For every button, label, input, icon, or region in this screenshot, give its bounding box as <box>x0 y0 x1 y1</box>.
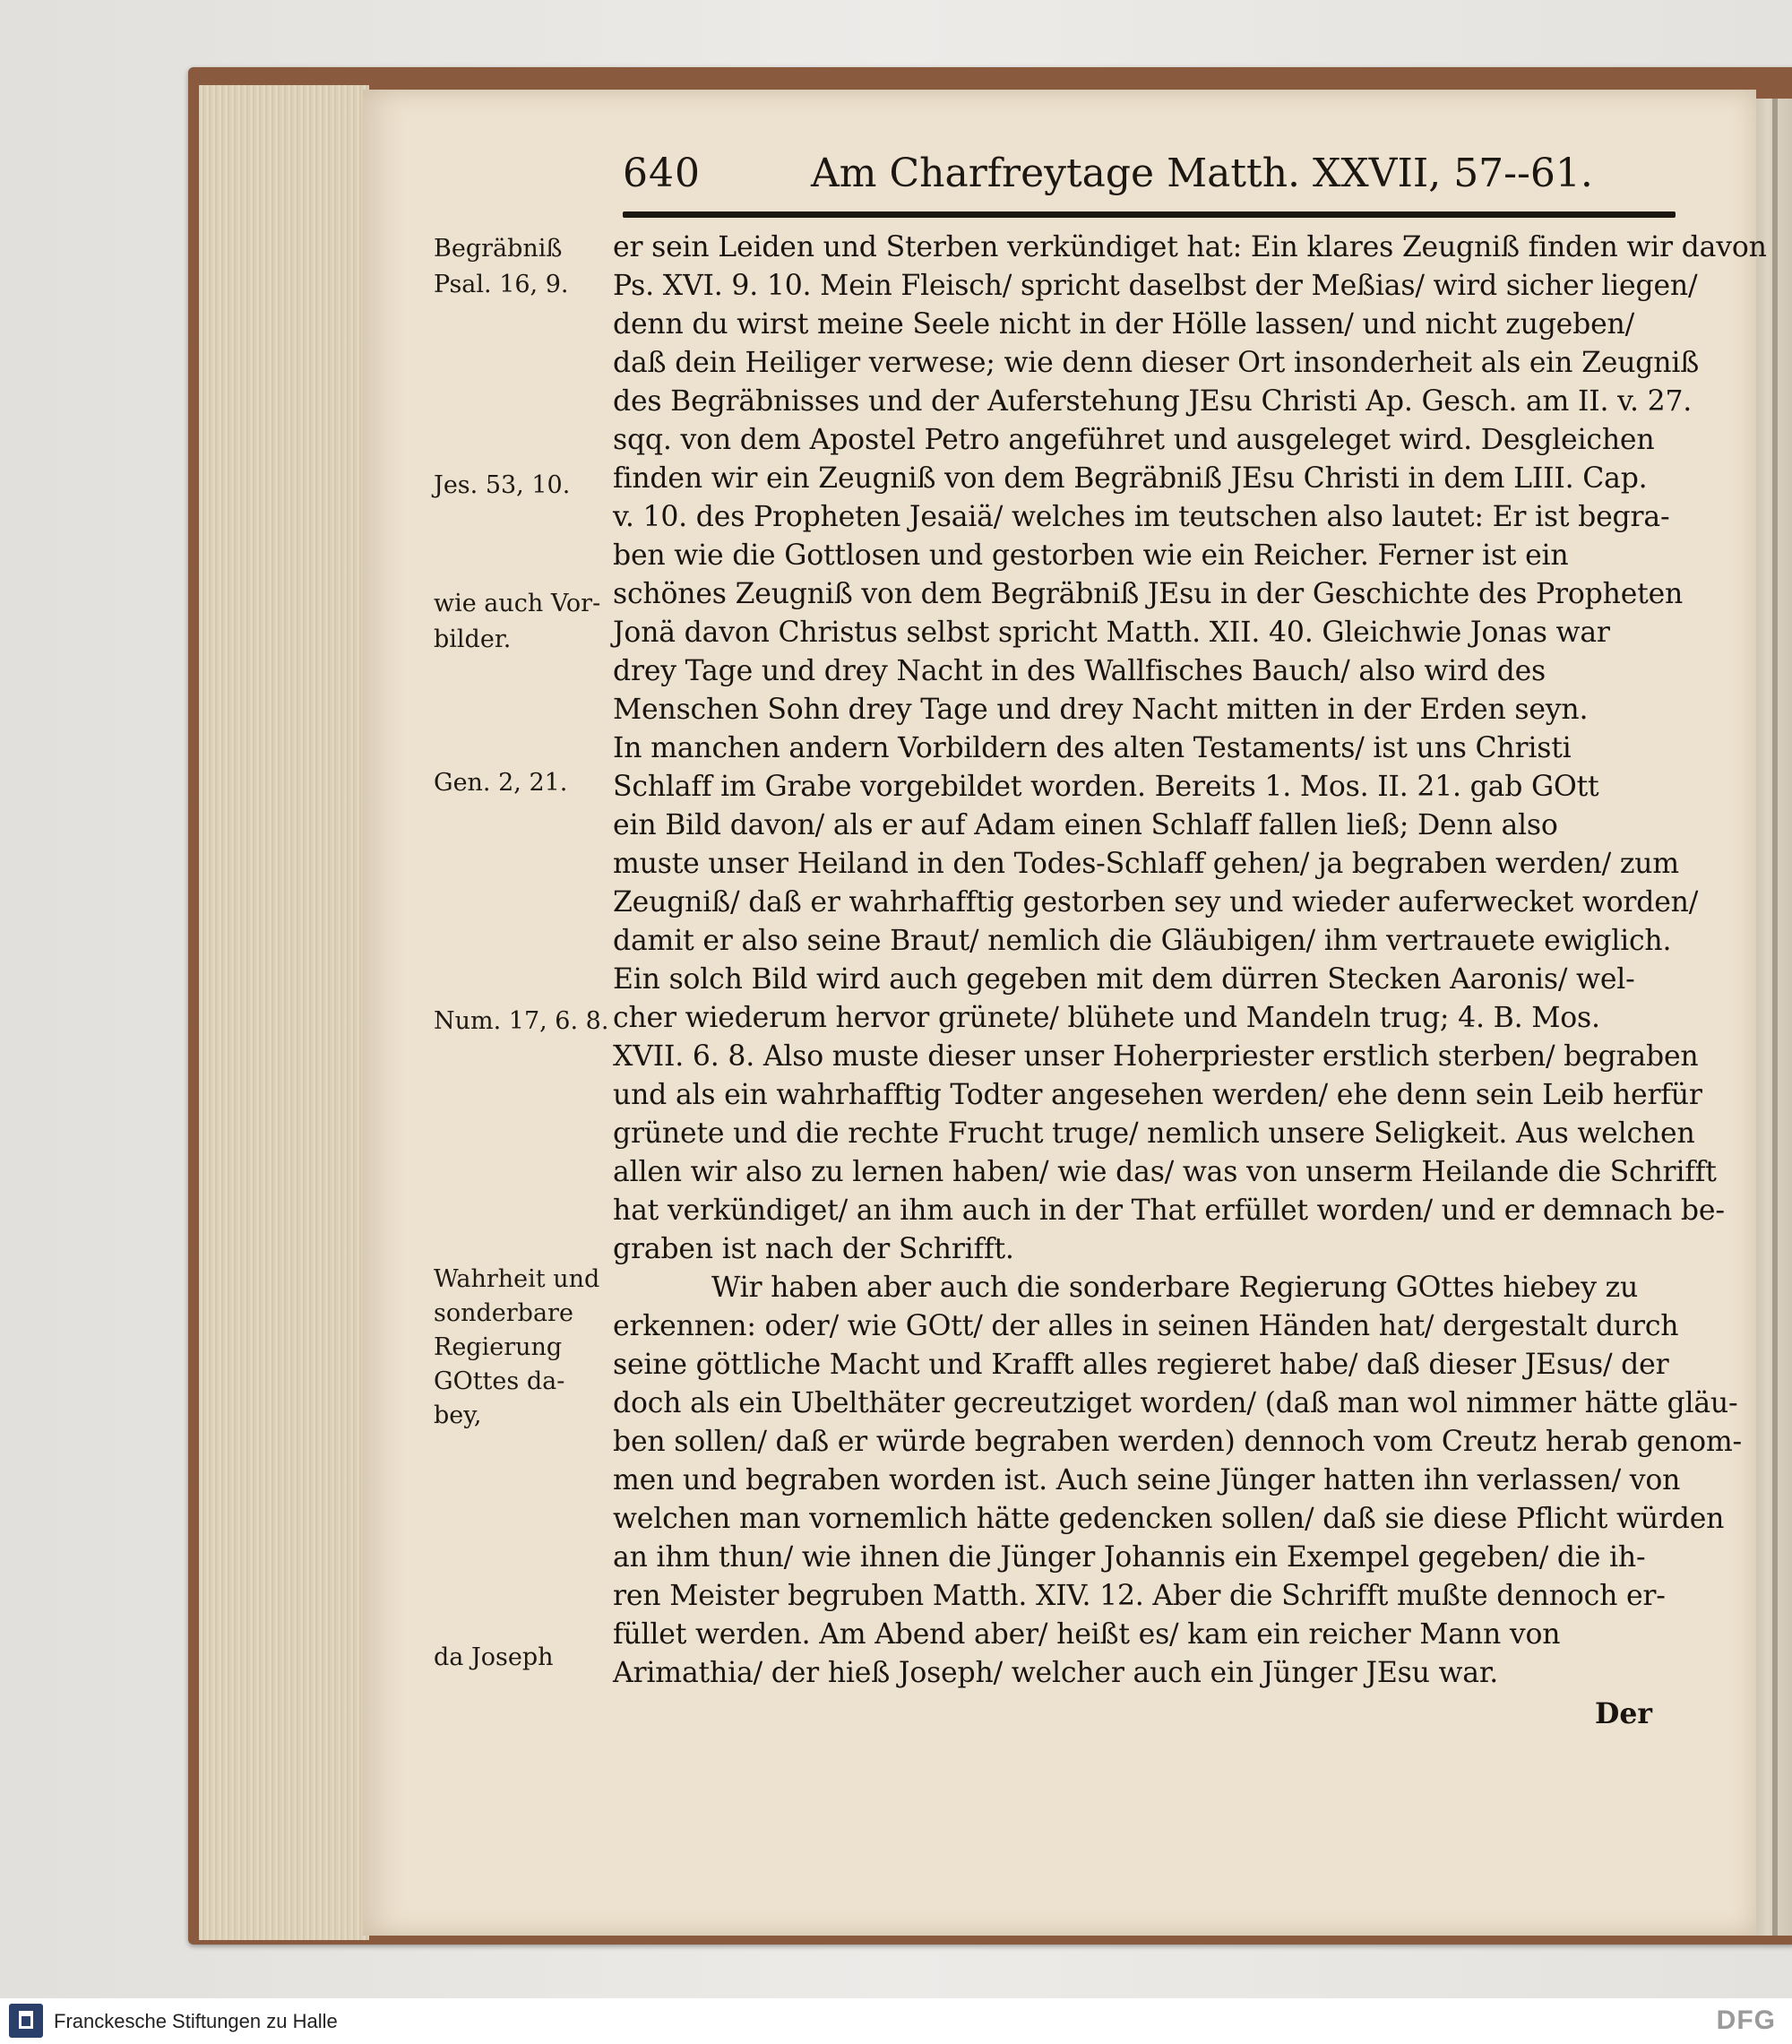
running-title: Am Charfreytage Matth. XXVII, 57--61. <box>811 151 1593 196</box>
text-line: füllet werden. Am Abend aber/ heißt es/ kam ein reicher Mann von <box>613 1618 1561 1651</box>
margin-note: GOttes da- <box>434 1367 565 1395</box>
footer-bar <box>0 1998 1792 2044</box>
margin-note: da Joseph <box>434 1643 554 1671</box>
text-line: daß dein Heiliger verwese; wie denn dieser Ort insonderheit als ein Zeugniß <box>613 347 1700 379</box>
margin-note: Wahrheit und <box>434 1265 600 1293</box>
text-line: Ps. XVI. 9. 10. Mein Fleisch/ spricht daselbst der Meßias/ wird sicher liegen/ <box>613 270 1698 302</box>
dfg-logo[interactable]: DFG <box>1716 2005 1776 2035</box>
text-line: damit er also seine Braut/ nemlich die Gläubigen/ ihm vertrauete ewiglich. <box>613 925 1672 957</box>
text-line: Jonä davon Christus selbst spricht Matth. XII. 40. Gleichwie Jonas war <box>613 617 1610 649</box>
gutter-shadow <box>1772 99 1778 1936</box>
margin-note: Gen. 2, 21. <box>434 769 568 797</box>
margin-note: wie auch Vor- <box>434 590 601 617</box>
text-line: drey Tage und drey Nacht in des Wallfisches Bauch/ also wird des <box>613 655 1546 687</box>
text-line: welchen man vornemlich hätte gedencken sollen/ daß sie diese Pflicht würden <box>613 1503 1725 1535</box>
text-line: er sein Leiden und Sterben verkündiget hat: Ein klares Zeugniß finden wir davon <box>613 231 1767 263</box>
text-line: ren Meister begruben Matth. XIV. 12. Aber die Schrifft mußte dennoch er- <box>613 1580 1666 1612</box>
page-number: 640 <box>623 151 701 196</box>
text-line: schönes Zeugniß von dem Begräbniß JEsu in der Geschichte des Propheten <box>613 578 1684 610</box>
text-line: grünete und die rechte Frucht truge/ nemlich unsere Seligkeit. Aus welchen <box>613 1117 1695 1150</box>
text-line: Arimathia/ der hieß Joseph/ welcher auch ein Jünger JEsu war. <box>613 1657 1499 1689</box>
text-line: muste unser Heiland in den Todes-Schlaff gehen/ ja begraben werden/ zum <box>613 848 1679 880</box>
text-line: Ein solch Bild wird auch gegeben mit dem dürren Stecken Aaronis/ wel- <box>613 963 1635 996</box>
text-line: v. 10. des Propheten Jesaiä/ welches im teutschen also lautet: Er ist begra- <box>613 501 1670 533</box>
text-line: men und begraben worden ist. Auch seine Jünger hatten ihn verlassen/ von <box>613 1464 1681 1496</box>
text-line: an ihm thun/ wie ihnen die Jünger Johannis ein Exempel gegeben/ die ih- <box>613 1541 1646 1574</box>
text-line: Menschen Sohn drey Tage und drey Nacht mitten in der Erden seyn. <box>613 694 1589 726</box>
text-line: des Begräbnisses und der Auferstehung JEsu Christi Ap. Gesch. am II. v. 27. <box>613 385 1693 418</box>
page-header <box>623 151 1676 204</box>
text-line: Wir haben aber auch die sonderbare Regierung GOttes hiebey zu <box>711 1272 1639 1304</box>
francke-foundations-logo-icon[interactable] <box>9 2004 43 2038</box>
text-line: Zeugniß/ daß er wahrhafftig gestorben sey und wieder auferwecket worden/ <box>613 886 1699 919</box>
header-rule <box>623 211 1676 218</box>
text-line: und als ein wahrhafftig Todter angesehen werden/ ehe denn sein Leib herfür <box>613 1079 1702 1111</box>
text-line: sqq. von dem Apostel Petro angeführet und ausgeleget wird. Desgleichen <box>613 424 1655 456</box>
margin-note: Num. 17, 6. 8. <box>434 1007 609 1035</box>
margin-note: Begräbniß <box>434 235 563 263</box>
text-line: finden wir ein Zeugniß von dem Begräbniß JEsu Christi in dem LIII. Cap. <box>613 462 1648 495</box>
text-line: allen wir also zu lernen haben/ wie das/ was von unserm Heilande die Schrifft <box>613 1156 1717 1188</box>
text-line: ben sollen/ daß er würde begraben werden) dennoch vom Creutz herab genom- <box>613 1426 1742 1458</box>
margin-note: bilder. <box>434 625 512 653</box>
text-line: doch als ein Ubelthäter gecreutziget worden/ (daß man wol nimmer hätte gläu- <box>613 1387 1738 1419</box>
text-line: ben wie die Gottlosen und gestorben wie ein Reicher. Ferner ist ein <box>613 539 1569 572</box>
text-line: XVII. 6. 8. Also muste dieser unser Hoherpriester erstlich sterben/ begraben <box>613 1040 1699 1073</box>
margin-note: sonderbare <box>434 1299 573 1327</box>
text-line: erkennen: oder/ wie GOtt/ der alles in seinen Händen hat/ dergestalt durch <box>613 1310 1679 1342</box>
margin-note: bey, <box>434 1401 482 1429</box>
text-line: denn du wirst meine Seele nicht in der Hölle lassen/ und nicht zugeben/ <box>613 308 1635 341</box>
text-line: Schlaff im Grabe vorgebildet worden. Bereits 1. Mos. II. 21. gab GOtt <box>613 771 1599 803</box>
text-line: graben ist nach der Schrifft. <box>613 1233 1014 1265</box>
catchword: Der <box>1595 1697 1652 1730</box>
text-line: cher wiederum hervor grünete/ blühete und Mandeln trug; 4. B. Mos. <box>613 1002 1600 1034</box>
page-edges <box>199 85 369 1940</box>
margin-note: Jes. 53, 10. <box>434 471 571 499</box>
text-line: ein Bild davon/ als er auf Adam einen Schlaff fallen ließ; Denn also <box>613 809 1558 841</box>
margin-note: Psal. 16, 9. <box>434 271 569 298</box>
margin-note: Regierung <box>434 1333 563 1361</box>
footer-organization[interactable]: Franckesche Stiftungen zu Halle <box>54 2010 338 2032</box>
text-line: In manchen andern Vorbildern des alten Testaments/ ist uns Christi <box>613 732 1572 764</box>
text-line: hat verkündiget/ an ihm auch in der That erfüllet worden/ und er demnach be- <box>613 1194 1725 1227</box>
text-line: seine göttliche Macht und Krafft alles regieret habe/ daß dieser JEsus/ der <box>613 1349 1669 1381</box>
